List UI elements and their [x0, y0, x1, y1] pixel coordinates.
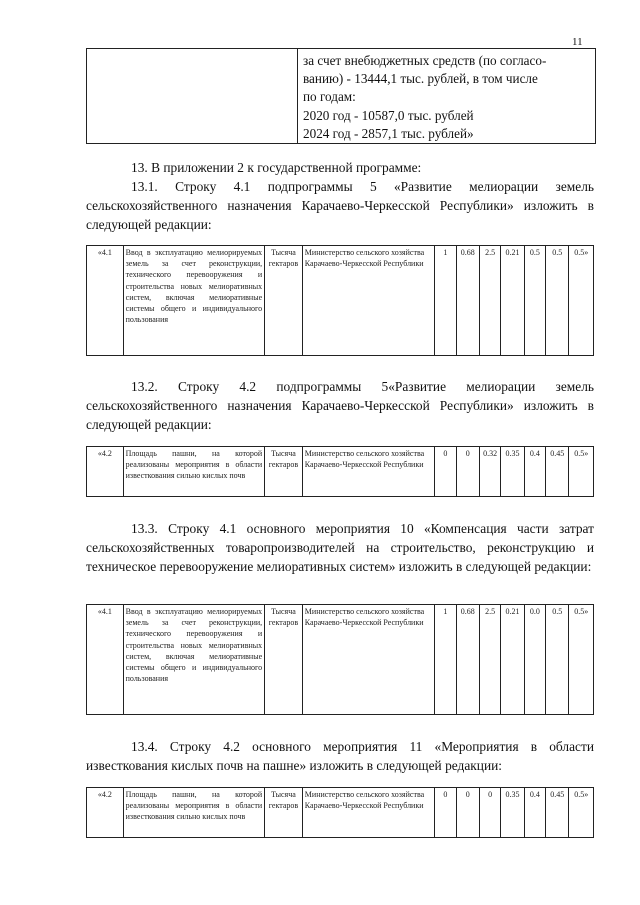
indicator-name: Площадь пашни, на которой реализованы мероприятия в области известкования сильно кислых почв [123, 788, 265, 838]
table-row-4-2-activity-11 [86, 787, 594, 838]
value-cell: 0.0 [524, 605, 545, 715]
value-cell: 0.32 [479, 447, 500, 497]
executor: Министерство сельского хозяйства Карачаево-Черкесской Республики [302, 788, 434, 838]
value-cell: 0.68 [456, 246, 479, 356]
value-cell: 0 [456, 447, 479, 497]
value-cell: 0.21 [501, 605, 524, 715]
value-cell: 0.4 [524, 447, 545, 497]
value-cell: 0.5 [546, 605, 569, 715]
unit: Тысяча гектаров [265, 605, 303, 715]
value-cell: 0.35 [501, 788, 524, 838]
value-cell: 0.35 [501, 447, 524, 497]
empty-cell [87, 49, 298, 144]
value-cell: 0 [456, 788, 479, 838]
unit: Тысяча гектаров [265, 447, 303, 497]
indicator-name: Ввод в эксплуатацию мелиорируемых земель за счет реконструкции, технического перевооружения и строительства новых мелиоративных систем, включая мелиоративные системы общего и индивидуального пользования [123, 605, 265, 715]
row-number: «4.2 [87, 447, 124, 497]
funding-line: за счет внебюджетных средств (по согласо- [303, 53, 547, 68]
indicator-name: Площадь пашни, на которой реализованы мероприятия в области известкования сильно кислых почв [123, 447, 265, 497]
value-cell: 0.21 [501, 246, 524, 356]
executor: Министерство сельского хозяйства Карачаево-Черкесской Республики [302, 605, 434, 715]
value-cell: 0.45 [546, 788, 569, 838]
value-cell: 0.5» [569, 447, 594, 497]
section-13-3: 13.3. Строку 4.1 основного мероприятия 10 «Компенсация части затрат сельскохозяйственных товаропроизводителей на строительство, реконструкцию и техническое перевооружение мелиоративных систем» изложить в следующей редакции: [86, 521, 594, 574]
value-cell: 0.4 [524, 788, 545, 838]
value-cell: 0.5 [524, 246, 545, 356]
funding-table [86, 48, 596, 144]
executor: Министерство сельского хозяйства Карачаево-Черкесской Республики [302, 246, 434, 356]
funding-line: 2024 год - 2857,1 тыс. рублей» [303, 125, 474, 141]
indicator-name: Ввод в эксплуатацию мелиорируемых земель за счет реконструкции, технического перевооружения и строительства новых мелиоративных систем, включая мелиоративные системы общего и индивидуального пользования [123, 246, 265, 356]
row-number: «4.1 [87, 605, 124, 715]
value-cell: 1 [435, 246, 456, 356]
table-row-4-2-subprogram [86, 446, 594, 497]
funding-line: ванию) - 13444,1 тыс. рублей, в том числе [303, 71, 538, 87]
unit: Тысяча гектаров [265, 788, 303, 838]
value-cell: 0 [479, 788, 500, 838]
table-row-4-1-activity-10 [86, 604, 594, 715]
funding-text [298, 49, 595, 143]
funding-line: по годам: [303, 89, 356, 105]
value-cell: 0.68 [456, 605, 479, 715]
funding-line: 2020 год - 10587,0 тыс. рублей [303, 107, 474, 123]
value-cell: 0.5» [569, 788, 594, 838]
value-cell: 0.5» [569, 605, 594, 715]
value-cell: 0 [435, 788, 456, 838]
page-number: 11 [572, 36, 583, 48]
section-13-2: 13.2. Строку 4.2 подпрограммы 5«Развитие мелиорации земель сельскохозяйственного назначения Карачаево-Черкесской Республики» изложить в следующей редакции: [86, 379, 594, 432]
executor: Министерство сельского хозяйства Карачаево-Черкесской Республики [302, 447, 434, 497]
value-cell: 2.5 [479, 246, 500, 356]
row-number: «4.1 [87, 246, 124, 356]
value-cell: 0.5» [569, 246, 594, 356]
value-cell: 0.5 [546, 246, 569, 356]
funding-text-cell [298, 49, 596, 144]
section-13-1: 13.1. Строку 4.1 подпрограммы 5 «Развитие мелиорации земель сельскохозяйственного назначения Карачаево-Черкесской Республики» изложить в следующей редакции: [86, 179, 594, 232]
section-13: 13. В приложении 2 к государственной программе: [131, 160, 422, 175]
value-cell: 0.45 [546, 447, 569, 497]
value-cell: 1 [435, 605, 456, 715]
section-13-4: 13.4. Строку 4.2 основного мероприятия 11 «Мероприятия в области известкования кислых почв на пашне» изложить в следующей редакции: [86, 739, 594, 773]
value-cell: 2.5 [479, 605, 500, 715]
table-row-4-1-subprogram [86, 245, 594, 356]
row-number: «4.2 [87, 788, 124, 838]
value-cell: 0 [435, 447, 456, 497]
unit: Тысяча гектаров [265, 246, 303, 356]
